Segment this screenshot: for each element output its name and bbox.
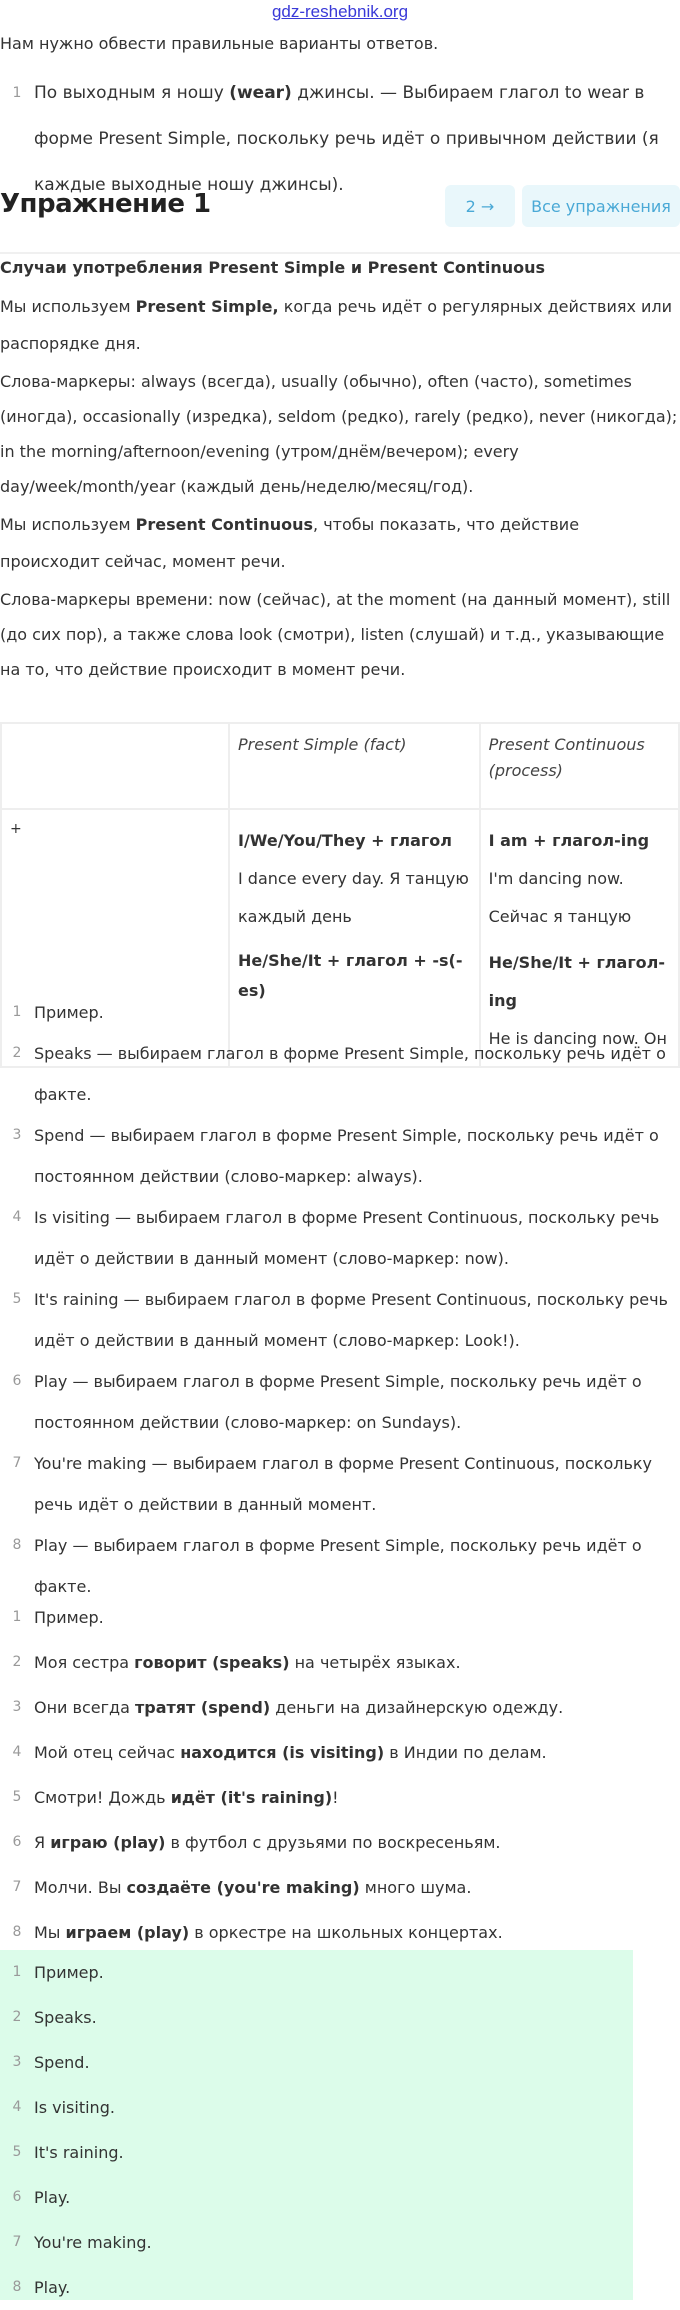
intro-text: Нам нужно обвести правильные варианты ответов. [0, 34, 439, 53]
theory-paragraph: Мы используем Present Simple, когда речь идёт о регулярных действиях или распорядке дня. [0, 297, 673, 353]
table-header-cell: Present Continuous (process) [480, 723, 679, 809]
list-item [0, 1443, 680, 1525]
table-header-cell [1, 723, 229, 809]
item-number: 7 [12, 1455, 22, 1471]
item-number: 7 [12, 2234, 22, 2250]
item-number: 2 [12, 1045, 22, 1061]
list-item [0, 1595, 680, 1640]
answer-item [0, 2085, 633, 2130]
item-number: 8 [12, 2279, 22, 2295]
list-item [0, 1115, 680, 1197]
explanations-list [0, 992, 680, 1607]
row-label: + [10, 821, 22, 837]
item-text: Они всегда тратят (spend) деньги на дизайнерскую одежду. [34, 1698, 564, 1717]
item-text: Spend — выбираем глагол в форме Present Simple, поскольку речь идёт о постоянном действии (слово-маркер: always). [34, 1126, 659, 1186]
item-number: 6 [12, 2189, 22, 2205]
item-text: Play. [34, 2278, 71, 2297]
formula: I am + глагол-ing [488, 831, 650, 850]
answer-item [0, 2220, 633, 2265]
list-item [0, 1033, 680, 1115]
item-number: 3 [12, 1127, 22, 1143]
list-item [0, 1730, 680, 1775]
answer-item [0, 2265, 633, 2310]
item-number: 7 [12, 1879, 22, 1895]
exercise-header [0, 185, 680, 245]
theory-title: Случаи употребления Present Simple и Present Continuous [0, 258, 546, 277]
item-number: 6 [12, 1373, 22, 1389]
item-number: 5 [12, 2144, 22, 2160]
formula: He/She/It + глагол-ing [488, 953, 666, 1010]
item-text: It's raining — выбираем глагол в форме Present Continuous, поскольку речь идёт о действии в данный момент (слово-маркер: Look!). [34, 1290, 668, 1350]
item-number: 3 [12, 1699, 22, 1715]
theory-paragraph: Слова-маркеры: always (всегда), usually (обычно), often (часто), sometimes (иногда), occasionally (изредка), seldom (редко), rarely (редко), never (никогда); in the morning/afternoon/evening (утром/днём/вечером); every day/week/month/year (каждый день/неделю/месяц/год). [0, 372, 678, 496]
item-text: It's raining. [34, 2143, 124, 2162]
item-text: Is visiting. [34, 2098, 115, 2117]
example: I dance every day. Я танцую каждый день [238, 869, 469, 926]
list-item [0, 1197, 680, 1279]
example: I'm dancing now. Сейчас я танцую [488, 869, 632, 926]
list-item [0, 1820, 680, 1865]
item-number: 2 [12, 2009, 22, 2025]
item-text: Play. [34, 2188, 71, 2207]
list-item [0, 1361, 680, 1443]
answer-item [0, 1950, 633, 1995]
list-item [0, 1865, 680, 1910]
item-number: 4 [12, 1744, 22, 1760]
answer-item [0, 2040, 633, 2085]
item-text: Play — выбираем глагол в форме Present Simple, поскольку речь идёт о постоянном действии (слово-маркер: on Sundays). [34, 1372, 642, 1432]
list-item [0, 1279, 680, 1361]
item-number: 1 [12, 1004, 22, 1020]
item-number: 1 [12, 85, 22, 101]
formula: I/We/You/They + глагол [238, 831, 452, 850]
item-text: Spend. [34, 2053, 90, 2072]
item-text: Play — выбираем глагол в форме Present Simple, поскольку речь идёт о факте. [34, 1536, 642, 1596]
item-number: 5 [12, 1789, 22, 1805]
watermark-link[interactable]: gdz-reshebnik.org [271, 2, 409, 21]
answer-item [0, 1995, 633, 2040]
item-text: Мы играем (play) в оркестре на школьных концертах. [34, 1923, 503, 1942]
item-number: 8 [12, 1537, 22, 1553]
item-number: 5 [12, 1291, 22, 1307]
divider [0, 252, 680, 254]
example: He is dancing now. Он [488, 1029, 667, 1048]
item-text: Пример. [34, 1003, 104, 1022]
item-text: You're making. [34, 2233, 152, 2252]
answer-item [0, 2175, 633, 2220]
item-text: Speaks — выбираем глагол в форме Present Simple, поскольку речь идёт о факте. [34, 1044, 666, 1104]
item-number: 4 [12, 1209, 22, 1225]
item-text: Пример. [34, 1963, 104, 1982]
item-number: 8 [12, 1924, 22, 1940]
item-text: You're making — выбираем глагол в форме Present Continuous, поскольку речь идёт о действии в данный момент. [34, 1454, 653, 1514]
list-item [0, 1640, 680, 1685]
item-text: Is visiting — выбираем глагол в форме Present Continuous, поскольку речь идёт о действии в данный момент (слово-маркер: now). [34, 1208, 660, 1268]
table-header-cell: Present Simple (fact) [229, 723, 480, 809]
item-text: Мой отец сейчас находится (is visiting) в Индии по делам. [34, 1743, 547, 1762]
list-item [0, 1910, 680, 1955]
theory-section [0, 256, 680, 689]
answer-item [0, 2130, 633, 2175]
item-text: Я играю (play) в футбол с друзьями по воскресеньям. [34, 1833, 501, 1852]
theory-paragraph: Мы используем Present Continuous, чтобы показать, что действие происходит сейчас, момент речи. [0, 515, 580, 571]
item-text: Speaks. [34, 2008, 97, 2027]
item-number: 3 [12, 2054, 22, 2070]
item-text: Смотри! Дождь идёт (it's raining)! [34, 1788, 339, 1807]
list-item [0, 1775, 680, 1820]
item-number: 2 [12, 1654, 22, 1670]
next-exercise-button[interactable]: 2 → [445, 185, 515, 227]
item-text: Моя сестра говорит (speaks) на четырёх языках. [34, 1653, 461, 1672]
theory-paragraph: Слова-маркеры времени: now (сейчас), at the moment (на данный момент), still (до сих пор), а также слова look (смотри), listen (слушай) и т.д., указывающие на то, что действие происходит в момент речи. [0, 590, 671, 679]
list-item [0, 1685, 680, 1730]
item-text: По выходным я ношу (wear) джинсы. — Выбираем глагол to wear в форме Present Simple, поскольку речь идёт о привычном действии (я каждые выходные ношу джинсы). [34, 83, 659, 195]
all-exercises-button[interactable]: Все упражнения [522, 185, 680, 227]
sentences-list [0, 1595, 680, 1955]
page-title: Упражнение 1 [0, 189, 211, 219]
item-number: 1 [12, 1609, 22, 1625]
answers-box [0, 1950, 633, 2300]
formula: He/She/It + глагол + -s(-es) [238, 951, 463, 1000]
item-text: Молчи. Вы создаёте (you're making) много шума. [34, 1878, 472, 1897]
item-number: 4 [12, 2099, 22, 2115]
item-number: 6 [12, 1834, 22, 1850]
list-item [0, 992, 680, 1033]
item-number: 1 [12, 1964, 22, 1980]
item-text: Пример. [34, 1608, 104, 1627]
